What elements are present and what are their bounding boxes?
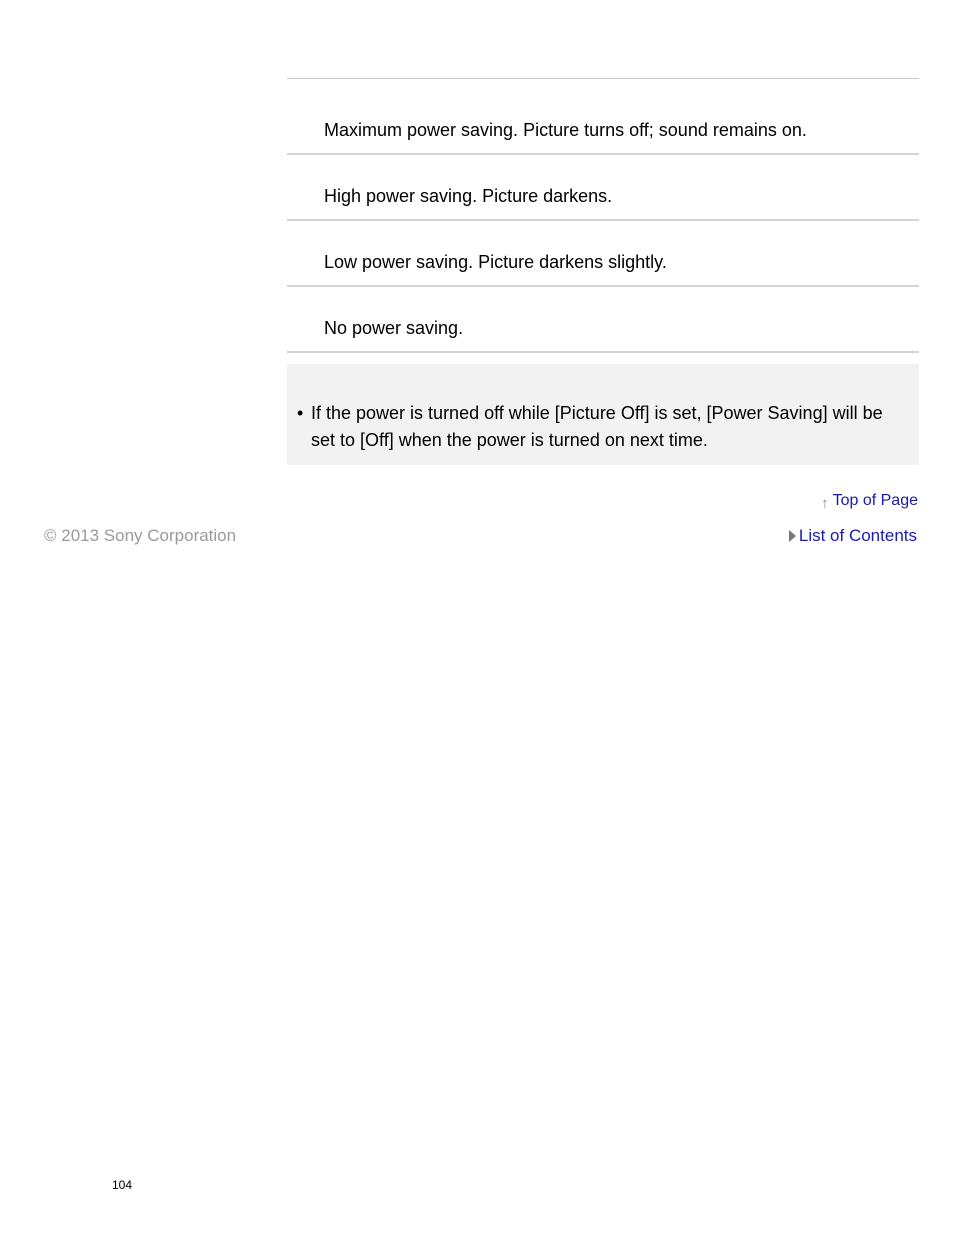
option-description: Maximum power saving. Picture turns off; sound remains on. [324,120,807,140]
triangle-right-icon [789,530,796,542]
top-of-page-label[interactable]: Top of Page [832,492,918,509]
note-item [297,400,907,454]
copyright: © 2013 Sony Corporation [44,526,237,545]
list-of-contents-label[interactable]: List of Contents [798,526,917,545]
option-row-off [287,287,919,353]
option-row-picture-off [287,79,919,155]
option-row-low [287,221,919,287]
option-description: No power saving. [324,318,464,338]
arrow-up-icon: ↑ [821,495,829,512]
power-saving-content [287,78,919,465]
note-box [287,364,919,465]
top-of-page-link[interactable] [821,491,918,511]
list-of-contents-link[interactable] [789,526,917,546]
option-description: Low power saving. Picture darkens slightly. [324,252,667,272]
option-row-high [287,155,919,221]
note-text: If the power is turned off while [Picture Off] is set, [Power Saving] will be set to [Off] when the power is turned on next time. [311,403,883,450]
bullet-icon: • [297,403,304,423]
power-saving-options-table [287,78,919,353]
option-description: High power saving. Picture darkens. [324,186,613,206]
page-number: 104 [112,1178,133,1192]
